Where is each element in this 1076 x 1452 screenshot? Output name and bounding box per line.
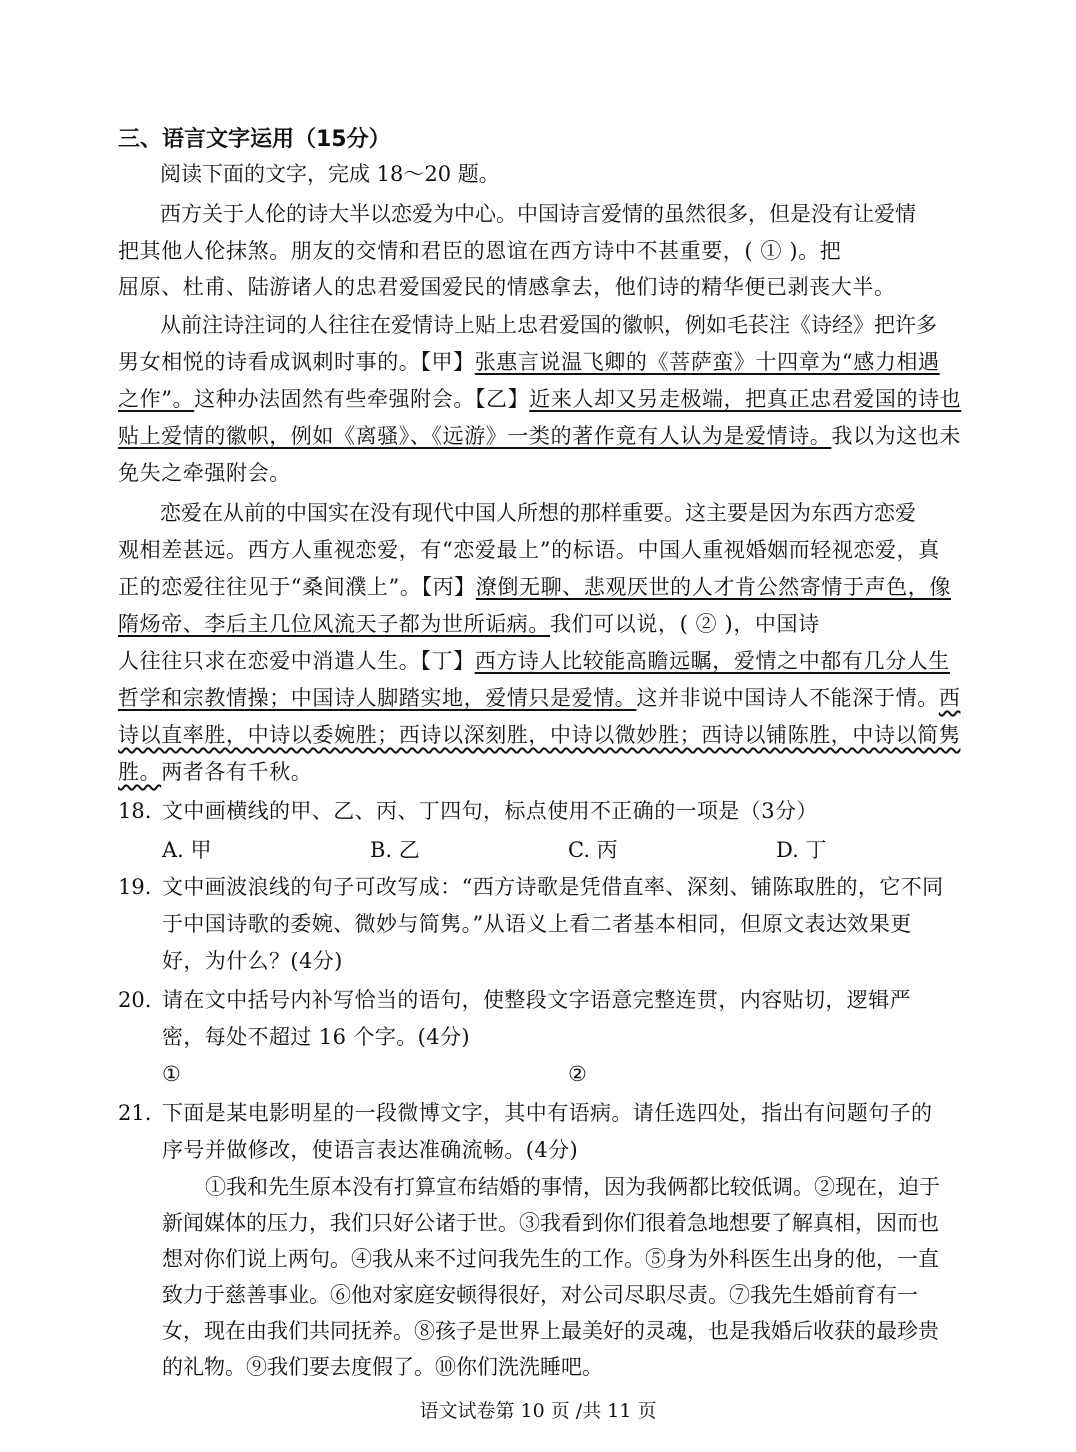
q20-answer-blank-2[interactable]: ② (568, 1062, 587, 1086)
q18-text: 文中画横线的甲、乙、丙、丁四句，标点使用不正确的一项是（3分） (162, 799, 818, 823)
q18-number: 18. (118, 799, 152, 823)
passage-p3-line4 (118, 610, 958, 638)
q19-number: 19. (118, 875, 152, 899)
q20-line2: 密，每处不超过 16 个字。(4分) (162, 1025, 471, 1049)
weibo-line4: 致力于慈善事业。⑥他对家庭安顿得很好，对公司尽职尽责。⑦我先生婚前育有一 (162, 1283, 918, 1307)
sentence-yi-end: 贴上爱情的徽帜，例如《离骚》、《远游》一类的著作竟有人认为是爱情诗。 (118, 424, 832, 448)
q19-line3: 好，为什么？(4分) (162, 949, 343, 973)
weibo-line2: 新闻媒体的压力，我们只好公诸于世。③我看到你们很着急地想要了解真相，因而也 (162, 1211, 939, 1235)
sentence-text: 我以为这也未 (831, 424, 962, 448)
sentence-text: 两者各有千秋。 (161, 760, 313, 784)
q19-line2: 于中国诗歌的委婉、微妙与简隽。”从语义上看二者基本相同，但原文表达效果更 (162, 912, 912, 936)
sentence-text: 这种办法固然有些牵强附会。【乙】 (194, 387, 530, 411)
passage-p3-line6 (118, 684, 961, 712)
passage-p3-line7 (118, 721, 961, 749)
q18-option-a[interactable]: A. 甲 (162, 838, 212, 862)
q21-line2: 序号并做修改，使语言表达准确流畅。(4分) (162, 1138, 579, 1162)
q19-line1: 文中画波浪线的句子可改写成：“西方诗歌是凭借直率、深刻、铺陈取胜的，它不同 (162, 875, 944, 899)
passage-p3-line1: 恋爱在从前的中国实在没有现代中国人所想的那样重要。这主要是因为东西方恋爱 (160, 501, 916, 525)
q18-option-d[interactable]: D. 丁 (776, 838, 827, 862)
weibo-line6: 的礼物。⑨我们要去度假了。⑩你们洗洗睡吧。 (162, 1355, 603, 1379)
wavy-sentence: 西 (938, 686, 961, 710)
q18-option-c[interactable]: C. 丙 (568, 838, 618, 862)
sentence-text: 正的恋爱往往见于“桑间濮上”。【丙】 (118, 575, 476, 599)
passage-p1-line1: 西方关于人伦的诗大半以恋爱为中心。中国诗言爱情的虽然很多，但是没有让爱情 (160, 202, 916, 226)
passage-p2-line1: 从前注诗注词的人往往在爱情诗上贴上忠君爱国的徽帜，例如毛苌注《诗经》把许多 (160, 313, 937, 337)
sentence-jia-end: 之作”。 (118, 387, 195, 411)
q20-number: 20. (118, 988, 152, 1012)
passage-p2-line4 (118, 422, 962, 450)
q18-option-b[interactable]: B. 乙 (370, 838, 420, 862)
sentence-ding-end: 哲学和宗教情操；中国诗人脚踏实地，爱情只是爱情。 (118, 686, 637, 710)
wavy-sentence-end: 胜。 (118, 760, 162, 784)
weibo-line3: 想对你们说上两句。④我从来不过问我先生的工作。⑤身为外科医生出身的他，一直 (162, 1247, 939, 1271)
q20-answer-blank-1[interactable]: ① (162, 1062, 181, 1086)
sentence-text: 男女相悦的诗看成讽刺时事的。【甲】 (118, 350, 475, 374)
passage-p2-line5: 免失之牵强附会。 (118, 461, 291, 485)
sentence-bing: 潦倒无聊、悲观厌世的人才肯公然寄情于声色，像 (475, 575, 951, 599)
passage-p2-line3 (118, 385, 962, 413)
passage-p2-line2 (118, 348, 958, 376)
instruction: 阅读下面的文字，完成 18～20 题。 (160, 162, 500, 186)
sentence-text: 我们可以说，( ② )，中国诗 (550, 612, 820, 636)
q21-line1: 下面是某电影明星的一段微博文字，其中有语病。请任选四处，指出有问题句子的 (162, 1101, 933, 1125)
passage-p3-line3 (118, 573, 958, 601)
weibo-line1: ①我和先生原本没有打算宣布结婚的事情，因为我俩都比较低调。②现在，迫于 (205, 1175, 940, 1199)
passage-p1-line2: 把其他人伦抹煞。朋友的交情和君臣的恩谊在西方诗中不甚重要，( ① )。把 (118, 239, 842, 263)
sentence-text: 人往往只求在恋爱中消遣人生。【丁】 (118, 649, 475, 673)
passage-p3-line2: 观相差甚远。西方人重视恋爱，有“恋爱最上”的标语。中国人重视婚姻而轻视恋爱，真 (118, 538, 940, 562)
sentence-yi: 近来人却又另走极端，把真正忠君爱国的诗也 (529, 387, 962, 411)
sentence-text: 这并非说中国诗人不能深于情。 (636, 686, 939, 710)
weibo-line5: 女，现在由我们共同抚养。⑧孩子是世界上最美好的灵魂，也是我婚后收获的最珍贵 (162, 1319, 939, 1343)
q21-number: 21. (118, 1101, 152, 1125)
passage-p3-line5 (118, 647, 958, 675)
sentence-bing-end: 隋炀帝、李后主几位风流天子都为世所诟病。 (118, 612, 550, 636)
wavy-sentence: 诗以直率胜，中诗以委婉胜；西诗以深刻胜，中诗以微妙胜；西诗以铺陈胜，中诗以简隽 (118, 723, 961, 747)
section-title: 三、语言文字运用（15分） (118, 127, 391, 152)
sentence-ding: 西方诗人比较能高瞻远瞩，爱情之中都有几分人生 (474, 649, 950, 673)
sentence-jia: 张惠言说温飞卿的《菩萨蛮》十四章为“感力相遇 (474, 350, 940, 374)
page-footer: 语文试卷第 10 页 /共 11 页 (419, 1400, 657, 1422)
passage-p1-line3: 屈原、杜甫、陆游诸人的忠君爱国爱民的情感拿去，他们诗的精华便已剥丧大半。 (118, 275, 896, 299)
passage-p3-line8 (118, 758, 958, 786)
q20-line1: 请在文中括号内补写恰当的语句，使整段文字语意完整连贯，内容贴切，逻辑严 (162, 988, 911, 1012)
